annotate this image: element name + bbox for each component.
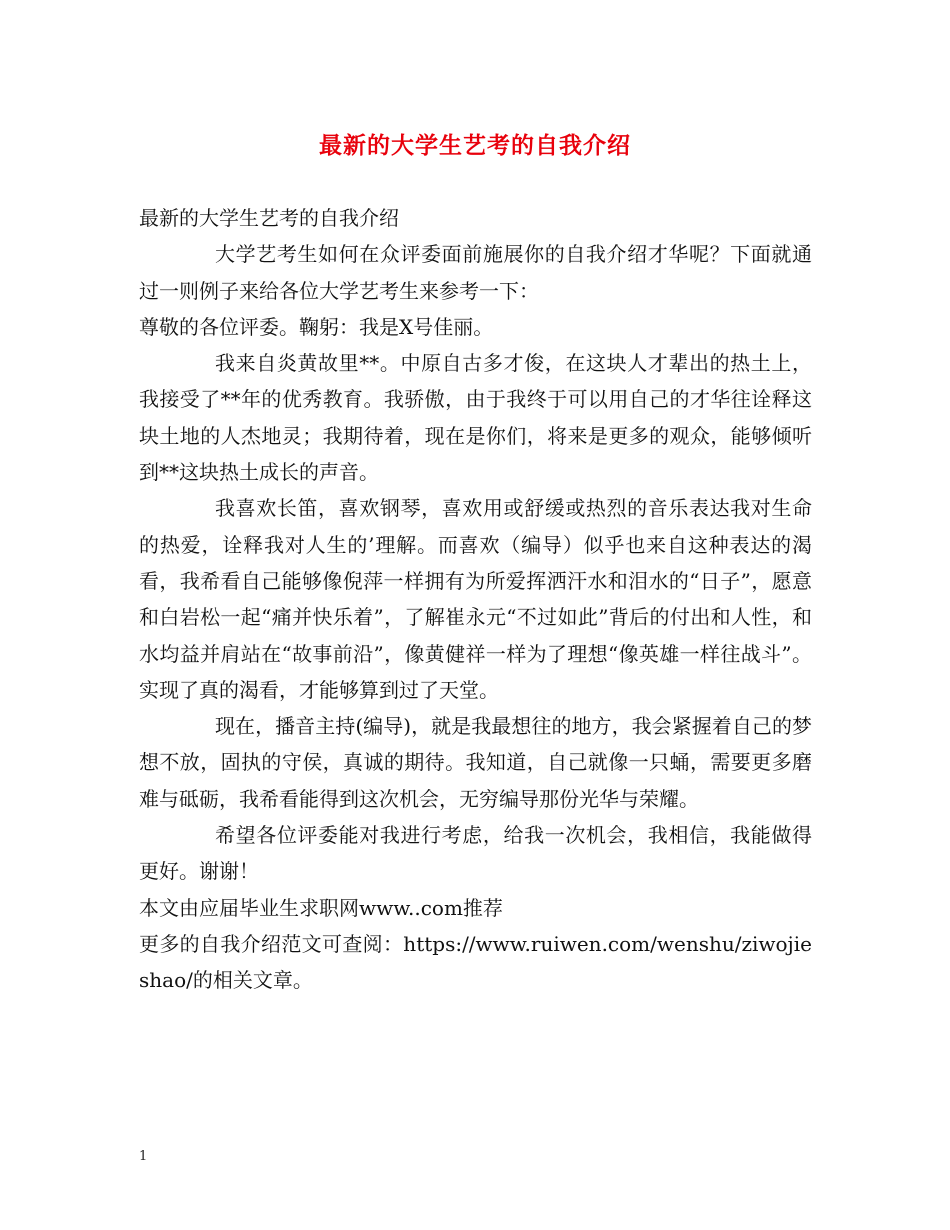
document-body [139,200,812,999]
document-title: 最新的大学生艺考的自我介绍 [319,132,631,159]
hometown-paragraph: 我来自炎黄故里**。中原自古多才俊，在这块人才辈出的热土上，我接受了**年的优秀教育。我骄傲，由于我终于可以用自己的才华往诠释这块土地的人杰地灵；我期待着，现在是你们，将来是更多的观众，能够倾听到**这块热土成长的声音。 [139,351,812,485]
more-articles-line: 更多的自我介绍范文可查阅：https://www.ruiwen.com/wenshu/ziwojieshao/的相关文章。 [139,931,812,993]
aspiration-paragraph: 现在，播音主持(编导)，就是我最想往的地方，我会紧握着自己的梦想不放，固执的守侯，真诚的期待。我知道，自己就像一只蛹，需要更多磨难与砥砺，我希看能得到这次机会，无穷编导那份光华与荣耀。 [139,714,812,811]
page-number: 1 [139,1149,148,1164]
closing-paragraph: 希望各位评委能对我进行考虑，给我一次机会，我相信，我能做得更好。谢谢！ [139,823,812,884]
subtitle-line: 最新的大学生艺考的自我介绍 [139,206,399,230]
intro-paragraph: 大学艺考生如何在众评委面前施展你的自我介绍才华呢？下面就通过一则例子来给各位大学艺考生来参考一下： [139,242,812,303]
hobbies-paragraph: 我喜欢长笛，喜欢钢琴，喜欢用或舒缓或热烈的音乐表达我对生命的热爱，诠释我对人生的’理解。而喜欢（编导）似乎也来自这种表达的渴看，我希看自己能够像倪萍一样拥有为所爱挥洒汗水和泪水的“日子”，愿意和白岩松一起“痛并快乐着”，了解崔永元“不过如此”背后的付出和人性，和水均益并肩站在“故事前沿”，像黄健祥一样为了理想“像英雄一样往战斗”。实现了真的渴看，才能够算到过了天堂。 [139,496,812,702]
greeting-paragraph: 尊敬的各位评委。鞠躬：我是X号佳丽。 [139,314,494,339]
recommend-line: 本文由应届毕业生求职网www..com推荐 [139,895,503,920]
